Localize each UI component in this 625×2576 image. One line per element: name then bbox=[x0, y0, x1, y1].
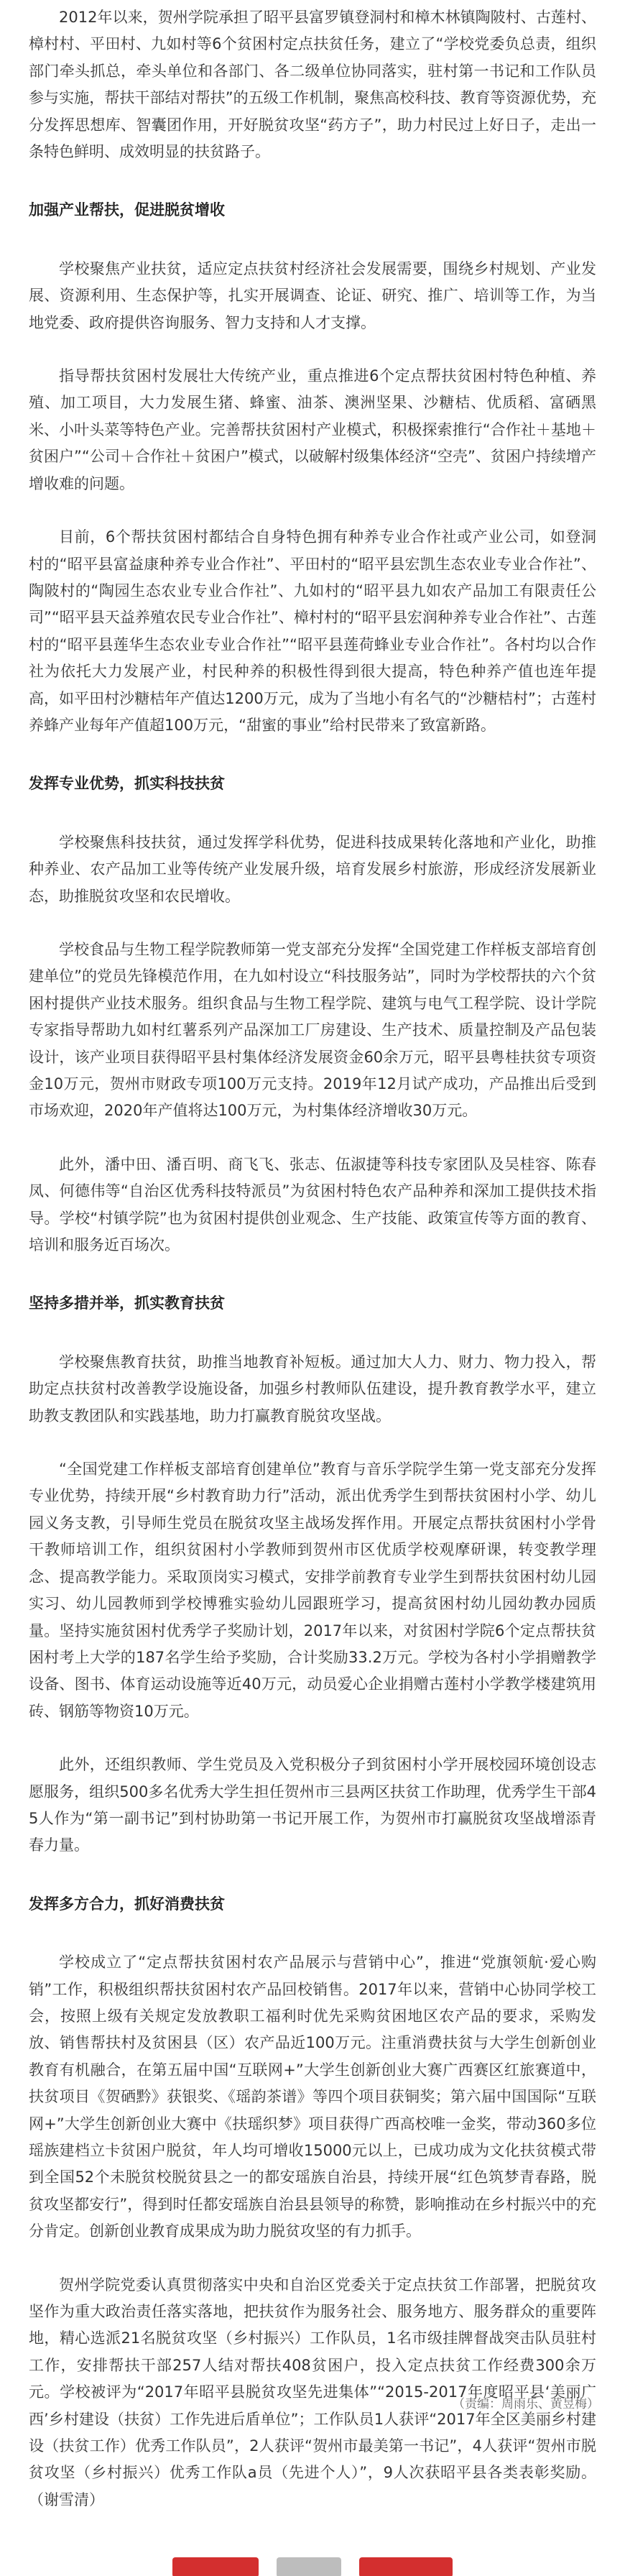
section-paragraph: 学校食品与生物工程学院教师第一党支部充分发挥“全国党建工作样板支部培育创建单位”的党员先锋模范作用，在九如村设立“科技服务站”，同时为学校帮扶的六个贫困村提供产业技术服务。组织食品与生物工程学院、建筑与电气工程学院、设计学院专家指导帮助九如村红薯系列产品深加工厂房建设、生产技术、质量控制及产品包装设计，该产业项目获得昭平县村集体经济发展资金60余万元，昭平县粤桂扶贫专项资金10万元，贺州市财政专项100万元支持。2019年12月试产成功，产品推出后受到市场欢迎，2020年产值将达100万元，为村集体经济增收30万元。 bbox=[29, 940, 596, 1120]
article-body bbox=[29, 4, 596, 2513]
footer-logo-strip bbox=[144, 2547, 481, 2576]
section-paragraph: 指导帮扶贫困村发展壮大传统产业，重点推进6个定点帮扶贫困村特色种植、养殖、加工项目，大力发展生猪、蜂蜜、油茶、澳洲坚果、沙糖桔、优质稻、富硒黑米、小叶头菜等特色产业。完善帮扶贫困村产业模式，积极探索推行“合作社＋基地＋贫困户”“公司＋合作社＋贫困户”模式，以破解村级集体经济“空壳”、贫困户持续增产增收难的问题。 bbox=[29, 367, 596, 492]
section-paragraph: 此外，潘中田、潘百明、商飞飞、张志、伍淑捷等科技专家团队及吴桂容、陈春凤、何德伟等“自治区优秀科技特派员”为贫困村特色农产品种养和深加工提供技术指导。学校“村镇学院”也为贫困村提供创业观念、生产技能、政策宣传等方面的教育、培训和服务近百场次。 bbox=[29, 1155, 596, 1254]
footer-logo-mark bbox=[359, 2557, 453, 2576]
section-paragraph: 学校聚焦产业扶贫，适应定点扶贫村经济社会发展需要，围绕乡村规划、产业发展、资源利用、生态保护等，扎实开展调查、论证、研究、推广、培训等工作，为当地党委、政府提供咨询服务、智力支持和人才支撑。 bbox=[29, 259, 596, 331]
section-heading-industry: 加强产业帮扶，促进脱贫增收 bbox=[29, 201, 225, 219]
section-paragraph: 学校聚焦科技扶贫，通过发挥学科优势，促进科技成果转化落地和产业化，助推种养业、农产品加工业等传统产业发展升级，培育发展乡村旅游，形成经济发展新业态，助推脱贫攻坚和农民增收。 bbox=[29, 833, 596, 905]
section-heading-education: 坚持多措并举，抓实教育扶贫 bbox=[29, 1294, 225, 1312]
section-paragraph: 此外，还组织教师、学生党员及入党积极分子到贫困村小学开展校园环境创设志愿服务，组织500多名优秀大学生担任贺州市三县两区扶贫工作助理，优秀学生干部45人作为“第一副书记”到村协助第一书记开展工作，为贺州市打赢脱贫攻坚战增添青春力量。 bbox=[29, 1756, 596, 1854]
section-paragraph: 学校聚焦教育扶贫，助推当地教育补短板。通过加大人力、财力、物力投入，帮助定点扶贫村改善教学设施设备，加强乡村教师队伍建设，提升教育教学水平，建立助教支教团队和实践基地，助力打赢教育脱贫攻坚战。 bbox=[29, 1353, 596, 1425]
footer-logo-mark bbox=[277, 2557, 341, 2576]
intro-paragraph: 2012年以来，贺州学院承担了昭平县富罗镇登洞村和樟木林镇陶陂村、古莲村、樟村村、平田村、九如村等6个贫困村定点扶贫任务，建立了“学校党委负总责，组织部门牵头抓总，牵头单位和各部门、各二级单位协同落实，驻村第一书记和工作队员参与实施，帮扶干部结对帮扶”的五级工作机制，聚焦高校科技、教育等资源优势，充分发挥思想库、智囊团作用，开好脱贫攻坚“药方子”，助力村民过上好日子，走出一条特色鲜明、成效明显的扶贫路子。 bbox=[29, 9, 596, 161]
section-paragraph: 贺州学院党委认真贯彻落实中央和自治区党委关于定点扶贫工作部署，把脱贫攻坚作为重大政治责任落实落地，把扶贫作为服务社会、服务地方、服务群众的重要阵地，精心选派21名脱贫攻坚（乡村振兴）工作队员，1名市级挂牌督战突击队员驻村工作，安排帮扶干部257人结对帮扶408贫困户，投入定点扶贫工作经费300余万元。学校被评为“2017年昭平县脱贫攻坚先进集体”“2015-2017年度昭平县‘美丽广西’乡村建设（扶贫）工作先进后盾单位”；工作队员1人获评“2017年全区美丽乡村建设（扶贫工作）优秀工作队员”，2人获评“贺州市最美第一书记”，4人获评“贺州市脱贫攻坚（乡村振兴）优秀工作队a员（先进个人）”，9人次获昭平县各类表彰奖励。（谢雪清） bbox=[29, 2276, 596, 2508]
section-heading-technology: 发挥专业优势，抓实科技扶贫 bbox=[29, 775, 225, 793]
section-paragraph: 目前，6个帮扶贫困村都结合自身特色拥有种养专业合作社或产业公司，如登洞村的“昭平县富益康种养专业合作社”、平田村的“昭平县宏凯生态农业专业合作社”、陶陂村的“陶园生态农业专业合作社”、九如村的“昭平县九如农产品加工有限责任公司”“昭平县天益养殖农民专业合作社”、樟村村的“昭平县宏润种养专业合作社”、古莲村的“昭平县莲华生态农业专业合作社”“昭平县莲荷蜂业专业合作社”。各村均以合作社为依托大力发展产业，村民种养的积极性得到很大提高，特色种养产值也连年提高，如平田村沙糖桔年产值达1200万元，成为了当地小有名气的“沙糖桔村”；古莲村养蜂产业每年产值超100万元，“甜蜜的事业”给村民带来了致富新路。 bbox=[29, 528, 596, 734]
footer-logo-mark bbox=[172, 2557, 259, 2576]
section-paragraph: “全国党建工作样板支部培育创建单位”教育与音乐学院学生第一党支部充分发挥专业优势，持续开展“乡村教育助力行”活动，派出优秀学生到帮扶贫困村小学、幼儿园义务支教，引导师生党员在脱贫攻坚主战场发挥作用。开展定点帮扶贫困村小学骨干教师培训工作，组织贫困村小学教师到贺州市区优质学校观摩研课，转变教学理念、提高教学能力。采取顶岗实习模式，安排学前教育专业学生到帮扶贫困村幼儿园实习、幼儿园教师到学校博雅实验幼儿园跟班学习，提高贫困村幼儿园幼教办园质量。坚持实施贫困村优秀学子奖励计划，2017年以来，对贫困村学院6个定点帮扶贫困村考上大学的187名学生给予奖励，合计奖励33.2万元。学校为各村小学捐赠教学设备、图书、体育运动设施等近40万元，动员爱心企业捐赠古莲村小学教学楼建筑用砖、钢筋等物资10万元。 bbox=[29, 1460, 596, 1720]
section-heading-consumption: 发挥多方合力，抓好消费扶贫 bbox=[29, 1895, 225, 1913]
editor-credit: （责编：周雨乐、黄昱梅） bbox=[453, 2397, 599, 2411]
section-paragraph: 学校成立了“定点帮扶贫困村农产品展示与营销中心”，推进“党旗领航·爱心购销”工作，积极组织帮扶贫困村农产品回校销售。2017年以来，营销中心协同学校工会，按照上级有关规定发放教职工福利时优先采购贫困地区农产品的要求，采购发放、销售帮扶村及贫困县（区）农产品近100万元。注重消费扶贫与大学生创新创业教育有机融合，在第五届中国“互联网+”大学生创新创业大赛广西赛区红旅赛道中，扶贫项目《贺硒黔》获银奖、《瑶韵茶谱》等四个项目获铜奖；第六届中国国际“互联网+”大学生创新创业大赛中《扶瑶织梦》项目获得广西高校唯一金奖，带动360多位瑶族建档立卡贫困户脱贫，年人均可增收15000元以上，已成功成为文化扶贫模式带到全国52个未脱贫校脱贫县之一的都安瑶族自治县，持续开展“红色筑梦青春路，脱贫攻坚都安行”，得到时任都安瑶族自治县县领导的称赞，影响推动在乡村振兴中的充分肯定。创新创业教育成果成为助力脱贫攻坚的有力抓手。 bbox=[29, 1954, 596, 2240]
